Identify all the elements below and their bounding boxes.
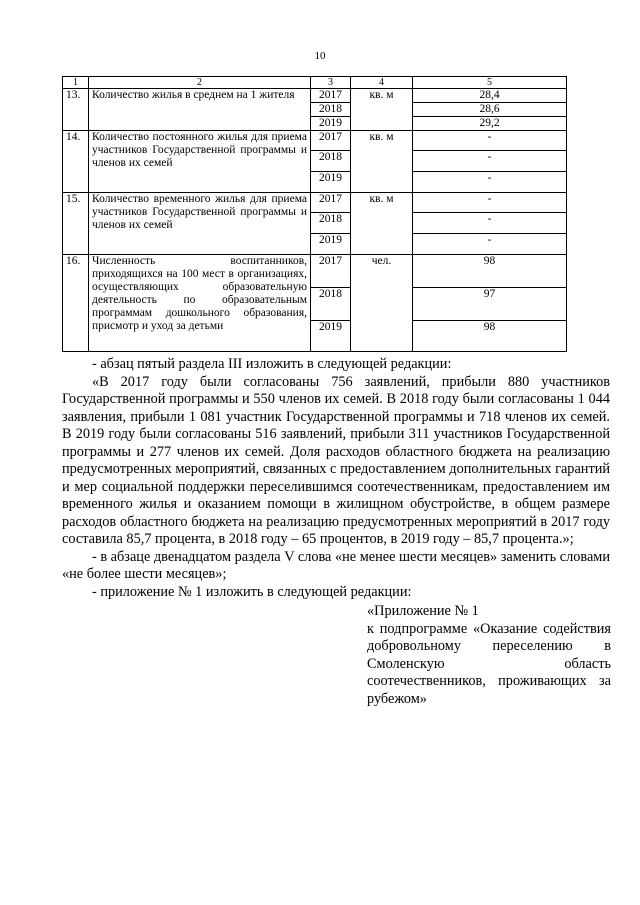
appendix-caption bbox=[367, 603, 611, 708]
header-cell: 2 bbox=[89, 77, 311, 89]
year-cell: 2017 bbox=[311, 89, 351, 103]
value-cell: 29,2 bbox=[413, 117, 567, 131]
appendix-title: «Приложение № 1 bbox=[367, 603, 479, 619]
value-cell: - bbox=[413, 172, 567, 193]
unit-cell: чел. bbox=[351, 255, 413, 352]
row-number: 15. bbox=[63, 193, 89, 255]
value-cell: 28,4 bbox=[413, 89, 567, 103]
year-cell: 2019 bbox=[311, 321, 351, 352]
indicator-name: Количество постоянного жилья для приема участников Государственной программы и членов их семей bbox=[89, 131, 311, 193]
amendment-item-3: - приложение № 1 изложить в следующей редакции: bbox=[92, 583, 412, 600]
page-number: 10 bbox=[314, 50, 326, 62]
indicators-table bbox=[62, 76, 567, 352]
appendix-text: к подпрограмме «Оказание содействия добровольному переселению в Смоленскую область соотечественников, проживающих за рубежом» bbox=[367, 620, 611, 707]
table-row bbox=[63, 193, 567, 213]
year-cell: 2017 bbox=[311, 255, 351, 288]
indicator-name: Количество жилья в среднем на 1 жителя bbox=[89, 89, 311, 131]
year-cell: 2019 bbox=[311, 172, 351, 193]
amendment-item-1: - абзац пятый раздела III изложить в следующей редакции: bbox=[92, 356, 452, 372]
value-cell: 98 bbox=[413, 255, 567, 288]
amendment-item-2: - в абзаце двенадцатом раздела V слова «не менее шести месяцев» заменить словами «не более шести месяцев»; bbox=[62, 548, 610, 582]
header-cell: 4 bbox=[351, 77, 413, 89]
table-row bbox=[63, 131, 567, 151]
row-number: 14. bbox=[63, 131, 89, 193]
header-cell: 3 bbox=[311, 77, 351, 89]
amendment-quote: «В 2017 году были согласованы 756 заявлений, прибыли 880 участников Государственной программы и 550 членов их семей. В 2018 году были согласованы 1 044 заявления, прибыли 1 081 участник Государственной программы и 718 членов их семей. В 2019 году были согласованы 516 заявлений, прибыли 311 участников Государственной программы и 277 членов их семей. Доля расходов областного бюджета на реализацию предусмотренных мероприятий, связанных с предоставлением дополнительных гарантий и мер социальной поддержки переселившимся соотечественникам, предоставлением им временного жилья и оказанием помощи в жилищном обустройстве, в общем размере расходов областного бюджета на реализацию предусмотренных мероприятий в 2017 году составила 85,7 процента, в 2018 году – 65 процентов, в 2019 году – 85,7 процента.»; bbox=[62, 373, 610, 547]
value-cell: - bbox=[413, 131, 567, 151]
value-cell: - bbox=[413, 213, 567, 234]
year-cell: 2018 bbox=[311, 103, 351, 117]
year-cell: 2018 bbox=[311, 151, 351, 172]
year-cell: 2019 bbox=[311, 234, 351, 255]
value-cell: - bbox=[413, 193, 567, 213]
table-row bbox=[63, 89, 567, 103]
year-cell: 2019 bbox=[311, 117, 351, 131]
amendment-text bbox=[62, 356, 610, 601]
year-cell: 2017 bbox=[311, 193, 351, 213]
table-row bbox=[63, 255, 567, 288]
value-cell: - bbox=[413, 234, 567, 255]
header-cell: 5 bbox=[413, 77, 567, 89]
unit-cell: кв. м bbox=[351, 193, 413, 255]
header-cell: 1 bbox=[63, 77, 89, 89]
row-number: 13. bbox=[63, 89, 89, 131]
indicator-name: Количество временного жилья для приема участников Государственной программы и членов их семей bbox=[89, 193, 311, 255]
indicator-name: Численность воспитанников, приходящихся на 100 мест в организациях, осуществляющих образовательную деятельность по образовательным программам дошкольного образования, присмотр и уход за детьми bbox=[89, 255, 311, 352]
value-cell: 98 bbox=[413, 321, 567, 352]
unit-cell: кв. м bbox=[351, 89, 413, 131]
value-cell: 97 bbox=[413, 288, 567, 321]
table-header-row bbox=[63, 77, 567, 89]
value-cell: 28,6 bbox=[413, 103, 567, 117]
year-cell: 2017 bbox=[311, 131, 351, 151]
unit-cell: кв. м bbox=[351, 131, 413, 193]
row-number: 16. bbox=[63, 255, 89, 352]
value-cell: - bbox=[413, 151, 567, 172]
year-cell: 2018 bbox=[311, 288, 351, 321]
year-cell: 2018 bbox=[311, 213, 351, 234]
